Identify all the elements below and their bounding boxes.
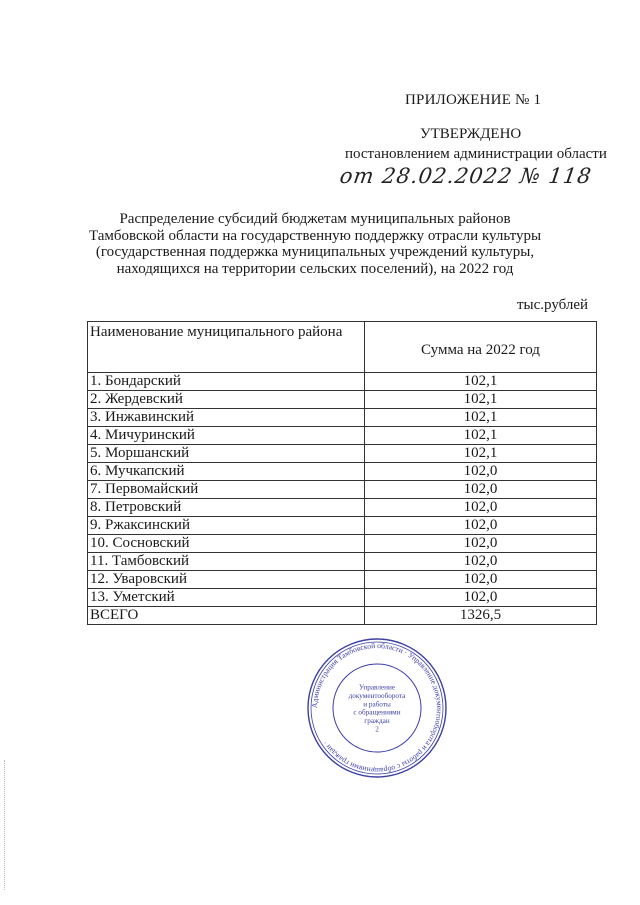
district-sum: 102,0: [365, 481, 597, 499]
district-sum: 102,0: [365, 463, 597, 481]
district-name: 5. Моршанский: [88, 445, 365, 463]
table-row: [88, 535, 597, 553]
district-sum: 102,1: [365, 427, 597, 445]
stamp-inner-line: граждан: [364, 717, 390, 726]
table-total-row: [88, 607, 597, 625]
district-name: 13. Уметский: [88, 589, 365, 607]
district-name: 2. Жердевский: [88, 391, 365, 409]
district-sum: 102,0: [365, 553, 597, 571]
table-row: [88, 463, 597, 481]
district-name: 10. Сосновский: [88, 535, 365, 553]
table-row: [88, 517, 597, 535]
table-row: [88, 589, 597, 607]
total-sum: 1326,5: [365, 607, 597, 625]
district-name: 4. Мичуринский: [88, 427, 365, 445]
column-header-sum: Сумма на 2022 год: [365, 322, 597, 373]
unit-label: тыс.рублей: [517, 297, 589, 313]
stamp-inner-line: Управление: [358, 683, 396, 692]
district-sum: 102,0: [365, 535, 597, 553]
decree-label: постановлением администрации области: [345, 146, 607, 162]
district-name: 1. Бондарский: [88, 373, 365, 391]
official-stamp: [306, 637, 448, 779]
table-row: [88, 427, 597, 445]
table-row: [88, 571, 597, 589]
stamp-outer-text: Администрация Тамбовской области · Управление документооборота и работы с обращениями граждан ·: [309, 640, 445, 776]
table-row: [88, 553, 597, 571]
table-body: [88, 373, 597, 625]
district-sum: 102,0: [365, 589, 597, 607]
table-row: [88, 499, 597, 517]
district-name: 12. Уваровский: [88, 571, 365, 589]
district-name: 8. Петровский: [88, 499, 365, 517]
stamp-seal-icon: [306, 637, 448, 779]
district-name: 6. Мучкапский: [88, 463, 365, 481]
total-label: ВСЕГО: [88, 607, 365, 625]
table-header-row: [88, 322, 597, 373]
table-row: [88, 409, 597, 427]
district-sum: 102,1: [365, 391, 597, 409]
approved-label: УТВЕРЖДЕНО: [420, 126, 522, 142]
table-row: [88, 391, 597, 409]
subsidy-table: [87, 321, 597, 625]
district-name: 11. Тамбовский: [88, 553, 365, 571]
district-name: 3. Инжавинский: [88, 409, 365, 427]
document-title: Распределение субсидий бюджетам муниципальных районов Тамбовской области на государственную поддержку отрасли культуры (государственная поддержка муниципальных учреждений культуры, находящихся на территории сельских поселений), на 2022 год: [88, 211, 542, 277]
district-sum: 102,1: [365, 409, 597, 427]
district-name: 7. Первомайский: [88, 481, 365, 499]
district-sum: 102,1: [365, 445, 597, 463]
table-row: [88, 445, 597, 463]
table-row: [88, 373, 597, 391]
appendix-label: ПРИЛОЖЕНИЕ № 1: [405, 92, 542, 108]
district-sum: 102,0: [365, 517, 597, 535]
handwritten-date-number: от 28.02.2022 № 118: [338, 164, 594, 188]
column-header-name: Наименование муниципального района: [88, 322, 365, 373]
district-sum: 102,1: [365, 373, 597, 391]
stamp-inner-line: 2: [375, 725, 379, 734]
stamp-inner-line: и работы: [363, 700, 391, 709]
stamp-inner-line: документооборота: [348, 691, 406, 700]
district-sum: 102,0: [365, 571, 597, 589]
stamp-inner-line: с обращениями: [353, 708, 401, 717]
margin-mark: [4, 760, 7, 890]
district-sum: 102,0: [365, 499, 597, 517]
district-name: 9. Ржаксинский: [88, 517, 365, 535]
table-row: [88, 481, 597, 499]
